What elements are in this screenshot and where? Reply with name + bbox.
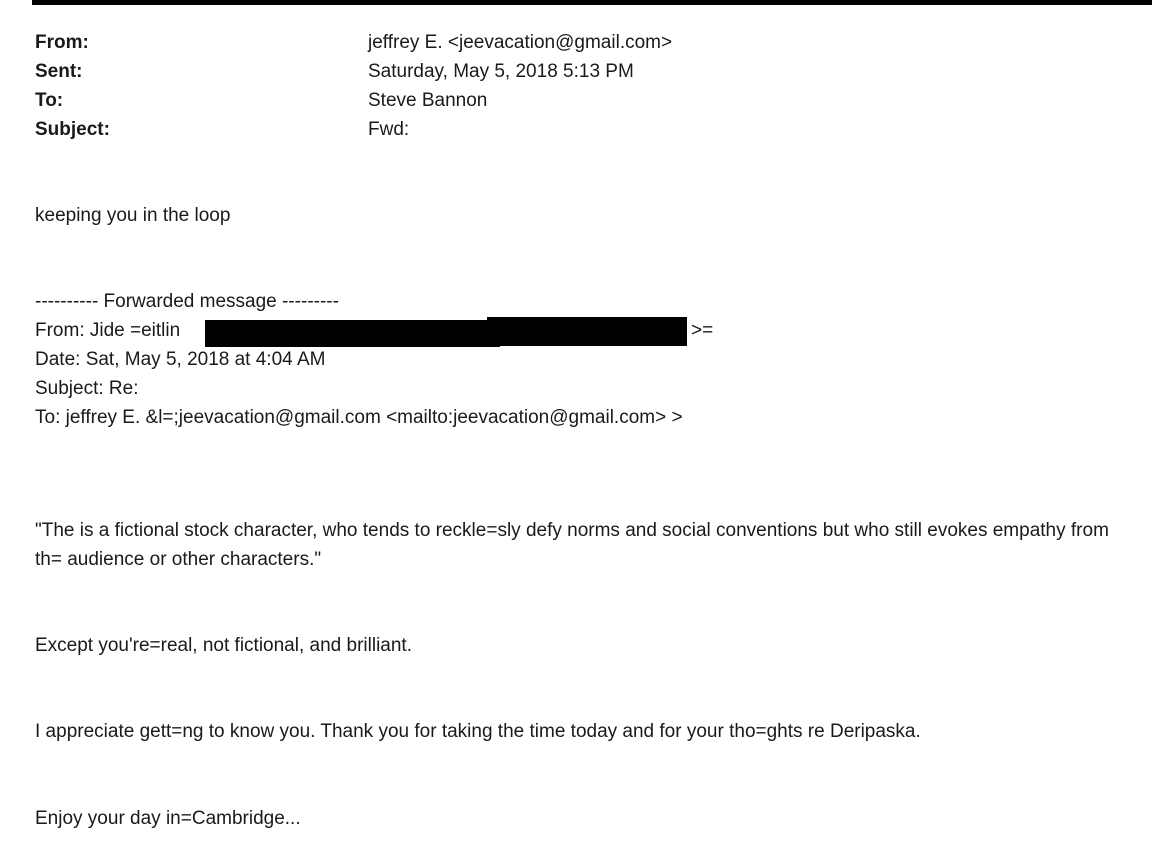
email-header xyxy=(35,28,1145,144)
header-row-from xyxy=(35,28,1145,57)
body-paragraph-1: Except you're=real, not fictional, and brilliant. xyxy=(35,635,412,656)
forwarded-date: Date: Sat, May 5, 2018 at 4:04 AM xyxy=(35,349,326,370)
sent-label: Sent: xyxy=(35,61,83,82)
subject-value: Fwd: xyxy=(368,119,410,140)
forwarded-from-prefix: From: Jide =eitlin xyxy=(35,320,181,341)
header-row-sent xyxy=(35,57,1145,86)
sent-value: Saturday, May 5, 2018 5:13 PM xyxy=(368,61,634,82)
header-row-to xyxy=(35,86,1145,115)
forwarded-to: To: jeffrey E. &l=;jeevacation@gmail.com <mailto:jeevacation@gmail.com> > xyxy=(35,407,683,428)
from-value: jeffrey E. <jeevacation@gmail.com> xyxy=(368,32,673,53)
redaction-block-1 xyxy=(205,320,500,347)
subject-label: Subject: xyxy=(35,119,110,140)
redaction-block-2 xyxy=(487,317,687,346)
to-label: To: xyxy=(35,90,64,111)
to-value: Steve Bannon xyxy=(368,90,488,111)
body-paragraph-2: I appreciate gett=ng to know you. Thank you for taking the time today and for your tho=ghts re Deripaska. xyxy=(35,721,921,742)
forwarded-from-suffix: >= xyxy=(691,320,714,341)
forwarded-separator: ---------- Forwarded message --------- xyxy=(35,291,339,312)
quote-paragraph: "The is a fictional stock character, who tends to reckle=sly defy norms and social conventions but who still evokes empathy from th= audience or other characters." xyxy=(35,520,1109,570)
body-paragraph-3: Enjoy your day in=Cambridge... xyxy=(35,808,301,829)
header-row-subject xyxy=(35,115,1145,144)
forwarded-subject: Subject: Re: xyxy=(35,378,139,399)
intro-text: keeping you in the loop xyxy=(35,205,231,226)
from-label: From: xyxy=(35,32,89,53)
top-border-rule xyxy=(32,0,1152,5)
